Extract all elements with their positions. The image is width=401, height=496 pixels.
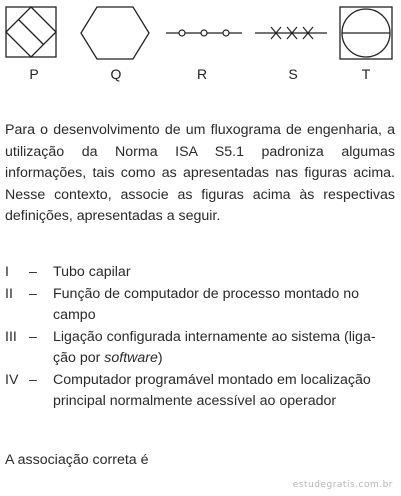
circle-in-square-with-bar-icon [339, 6, 395, 60]
definition-item [5, 262, 397, 284]
line-with-circles-icon [166, 26, 246, 40]
definition-text [53, 327, 397, 370]
definition-number: II [5, 285, 13, 302]
definition-item [5, 370, 397, 413]
definition-dash: – [29, 371, 37, 388]
hexagon-icon [80, 6, 150, 60]
definition-text-start: Ligação configurada internamente ao sistema (liga-ção por [53, 328, 376, 366]
definition-dash: – [29, 328, 37, 345]
definition-text: Tubo capilar [53, 264, 131, 280]
definitions-list [5, 262, 397, 413]
figure-p-label: P [29, 66, 39, 82]
definition-text: Computador programável montado em localização principal normalmente acessível ao operador [53, 371, 371, 409]
intro-paragraph: Para o desenvolvimento de um fluxograma de engenharia, a utilização da Norma ISA S5.1 padroniza algumas informações, tais como as apresentadas nas figuras acima. Nesse contexto, associe as figuras acima às respectivas definições, apresentadas a seguir. [5, 122, 395, 224]
figure-t-label: T [361, 66, 371, 82]
watermark: estudegratis.com.br [292, 480, 393, 490]
definition-text-italic: software [104, 350, 158, 366]
figure-q-label: Q [110, 66, 122, 82]
figure-t-symbol [339, 6, 395, 60]
definition-number: IV [5, 371, 19, 388]
definition-number: III [5, 328, 17, 345]
definition-item [5, 327, 397, 370]
definition-number: I [5, 264, 9, 280]
question-prompt: A associação correta é [5, 452, 149, 468]
figure-s-symbol [255, 24, 329, 42]
definition-text: Função de computador de processo montado no campo [53, 285, 360, 323]
figure-q-symbol [80, 6, 150, 60]
definition-item [5, 284, 397, 327]
line-with-crosses-icon [255, 24, 329, 42]
definition-text-end: ) [157, 350, 163, 366]
figure-s-label: S [288, 66, 298, 82]
figure-r-label: R [196, 66, 208, 82]
figure-r-symbol [166, 26, 246, 40]
definition-dash: – [29, 264, 37, 280]
definition-dash: – [29, 285, 37, 302]
square-diamond-circle-icon [5, 6, 57, 60]
figure-p-symbol [5, 6, 57, 60]
